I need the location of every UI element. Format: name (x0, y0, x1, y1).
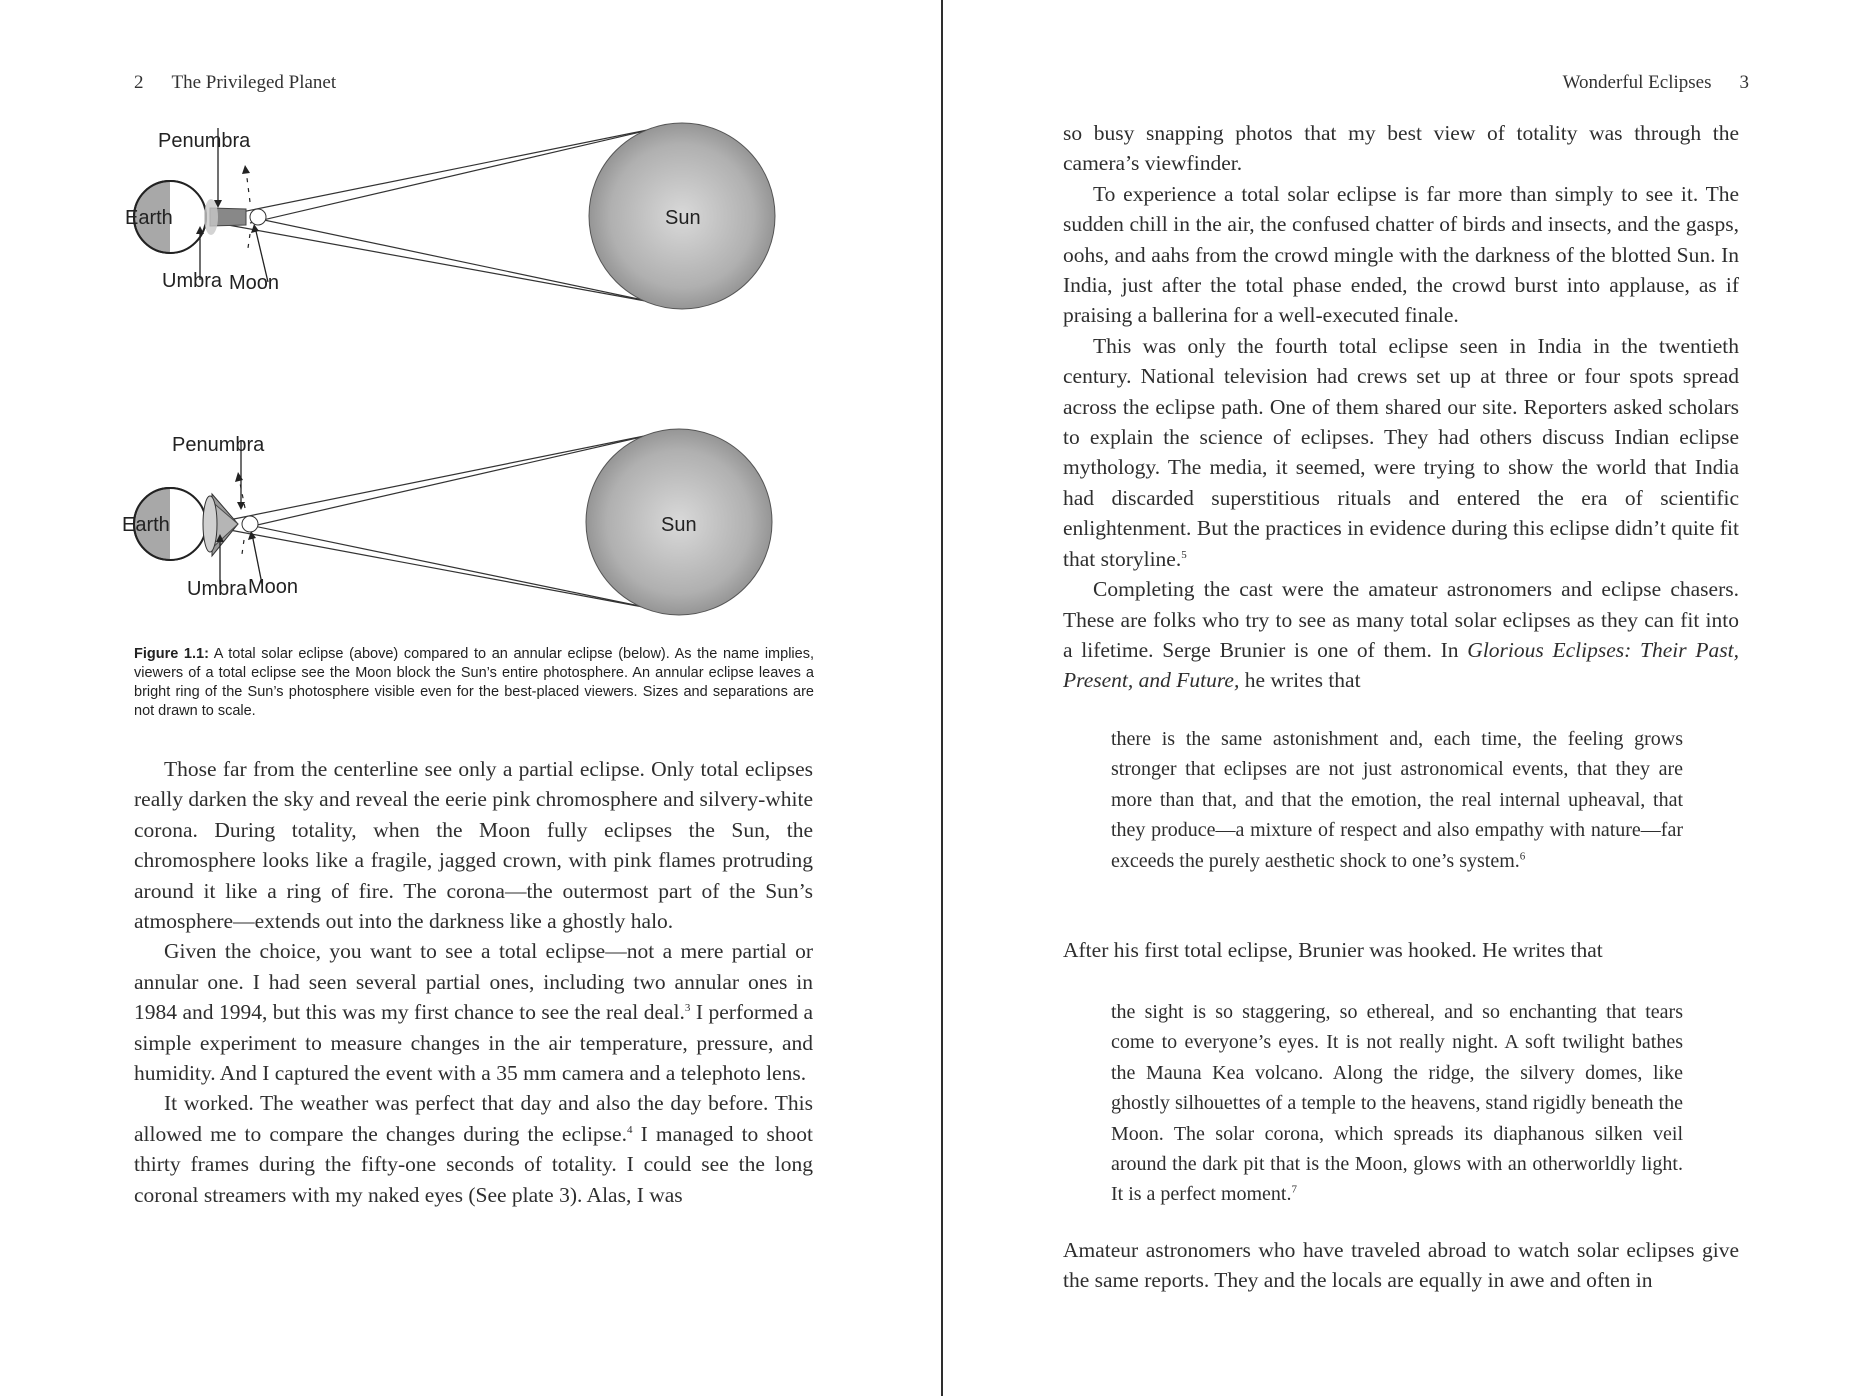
left-paragraph-3: It worked. The weather was perfect that day and also the day before. This allowed me to compare the changes during the eclipse.$^4$ I managed to shoot thirty frames during the fifty-one seconds of totality. I could see the long coronal streamers with my naked eyes (See plate 3). Alas, I was (134, 1091, 814, 1207)
penumbra-label-top: Penumbra (158, 130, 251, 152)
right-body-text-2 (1063, 935, 1739, 965)
right-page-number: 3 (1739, 72, 1749, 93)
footnote-ref-3: 3 (684, 1002, 691, 1015)
total-eclipse-diagram (125, 123, 775, 309)
penumbra-label-bottom: Penumbra (172, 434, 265, 456)
left-body-text (134, 754, 813, 1210)
footnote-ref-4: 4 (626, 1123, 633, 1136)
earth-label-bottom: Earth (122, 514, 170, 536)
right-paragraph-2: To experience a total solar eclipse is far more than simply to see it. The sudden chill in the air, the confused chatter of birds and insects, and the gasps, oohs, and aahs from the crowd mingle with the darkness of the blotted Sun. In India, just after the total phase ended, the crowd burst into applause, as if praising a ballerina for a well-executed finale. (1063, 181, 1739, 328)
left-paragraph-2: Given the choice, you want to see a total eclipse—not a mere partial or annular one. I had seen several partial ones, including two annular ones in 1984 and 1994, but this was my first chance to see the real deal.$^3$ I performed a simple experiment to measure changes in the air temperature, pressure, and humidity. And I captured the event with a 35 mm camera and a telephoto lens. (134, 939, 813, 1086)
left-running-title: The Privileged Planet (171, 72, 337, 93)
right-paragraph-3: This was only the fourth total eclipse seen in India in the twentieth century. National television had crews set up at three or four spots spread across the eclipse path. One of them shared our site. Reporters asked scholars to explain the science of eclipses. They had others discuss Indian eclipse mythology. The media, it seemed, were trying to show the world that India had discarded superstitious rituals and entered the era of scientific enlightenment. But the practices in evidence during this eclipse didn’t quite fit that storyline.$^5$ (1063, 333, 1739, 571)
page-gutter-divider (941, 0, 943, 1396)
eclipse-diagram (122, 110, 814, 640)
sun-label-bottom: Sun (661, 514, 697, 536)
block-quote-2: the sight is so staggering, so ethereal, and so enchanting that tears come to everyone’s eyes. It is not really night. A soft twilight bathes the Mauna Kea volcano. Along the ridge, the silvery domes, like ghostly silhouettes of a temple to the heavens, stand rigidly beneath the Moon. The solar corona, which spreads its diaphanous silken veil around the dark pit that is the Moon, glows with an otherworldly light. It is a perfect moment.$^7$ (1111, 1001, 1683, 1206)
moon-label-top: Moon (229, 272, 280, 294)
left-paragraph-1: Those far from the centerline see only a partial eclipse. Only total eclipses really darken the sky and reveal the eerie pink chromosphere and silvery-white corona. During totality, when the Moon fully eclipses the Sun, the chromosphere looks like a fragile, jagged crown, with pink flames protruding around it like a ring of fire. The corona—the outermost part of the Sun’s atmosphere—extends out into the darkness like a ghostly halo. (134, 757, 813, 934)
right-paragraph-1: so busy snapping photos that my best view of totality was through the camera’s viewfinder. (1063, 121, 1739, 176)
caption-label: Figure 1.1: (134, 646, 209, 662)
umbra-label-top: Umbra (162, 270, 223, 292)
footnote-ref-7: 7 (1291, 1183, 1297, 1196)
footnote-ref-6: 6 (1519, 849, 1526, 862)
right-body-text-3 (1063, 1235, 1739, 1296)
right-paragraph-6: Amateur astronomers who have traveled abroad to watch solar eclipses give the same reports. They and the locals are equally in awe and often in (1063, 1238, 1739, 1293)
left-running-head (134, 72, 336, 94)
moon-label-bottom: Moon (248, 576, 299, 598)
right-body-text-1 (1063, 118, 1739, 696)
annular-eclipse-diagram (122, 429, 772, 615)
right-paragraph-4: Completing the cast were the amateur astronomers and eclipse chasers. These are folks who try to see as many total solar eclipses as they can fit into a lifetime. Serge Brunier is one of them. In Glorious Eclipses: Their Past, Present, and Future, he writes that (1063, 577, 1739, 693)
eclipse-figure (122, 110, 814, 640)
block-quote-1: there is the same astonishment and, each time, the feeling grows stronger that eclipses are not just astronomical events, that they are more than that, and that the emotion, the real internal upheaval, that they produce—a mixture of respect and also empathy with nature—far exceeds the purely aesthetic shock to one’s system.$^6$ (1111, 728, 1683, 872)
sun-label-top: Sun (665, 207, 701, 229)
right-running-title: Wonderful Eclipses (1562, 72, 1712, 93)
umbra-label-bottom: Umbra (187, 578, 248, 600)
left-page-number: 2 (134, 72, 144, 93)
book-title: Glorious Eclipses: Their Past, Present, and Future, (1063, 637, 1739, 693)
figure-caption (134, 645, 814, 721)
footnote-ref-5: 5 (1181, 548, 1187, 561)
right-running-head (1563, 72, 1749, 94)
earth-label-top: Earth (125, 207, 173, 229)
caption-text: A total solar eclipse (above) compared to an annular eclipse (below). As the name implies, viewers of a total eclipse see the Moon block the Sun’s entire photosphere. An annular eclipse leaves a bright ring of the Sun’s photosphere visible even for the best-placed viewers. Sizes and separations are not drawn to scale. (134, 646, 814, 719)
right-paragraph-5: After his first total eclipse, Brunier was hooked. He writes that (1063, 938, 1603, 962)
